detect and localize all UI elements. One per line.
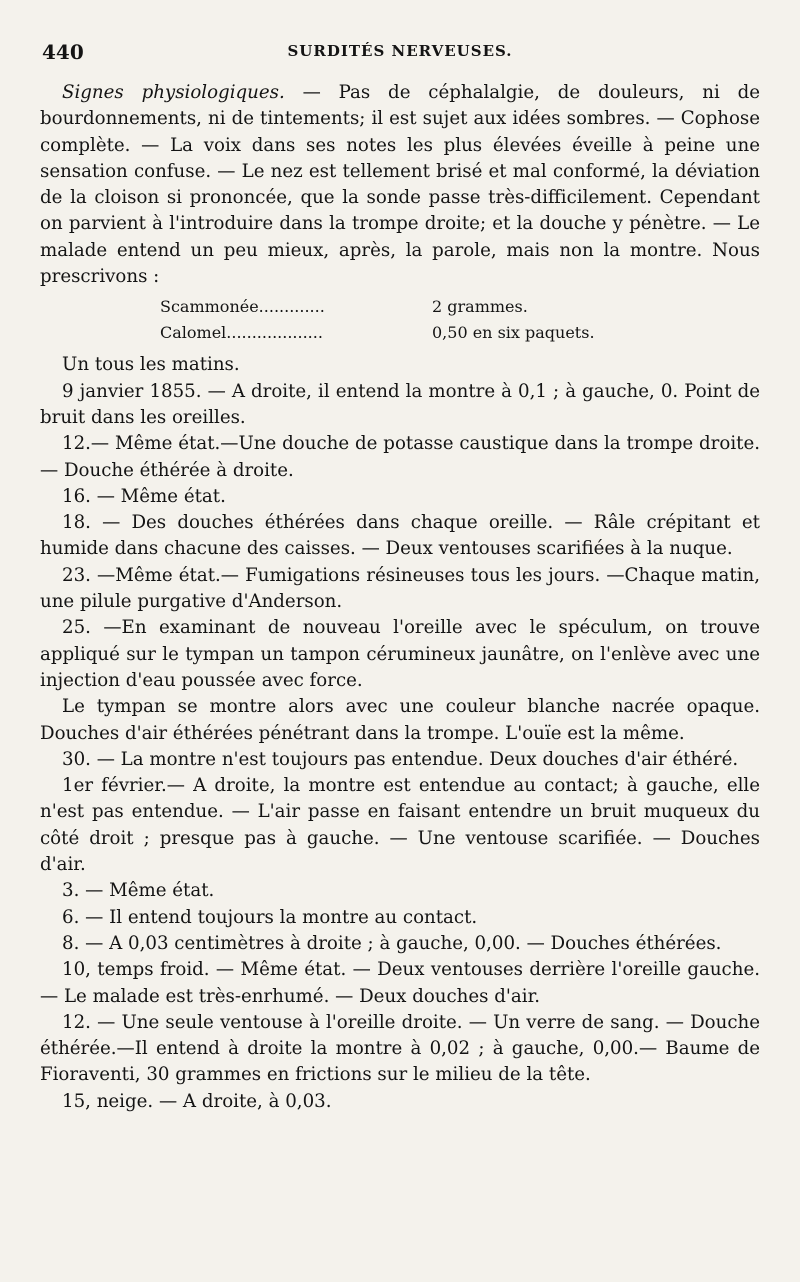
page-body	[40, 80, 760, 1115]
entry-paragraph: Le tympan se montre alors avec une couleur blanche nacrée opaque. Douches d'air éthérées pénétrant dans la trompe. L'ouïe est la même.	[40, 696, 760, 744]
entry-paragraph: 25. —En examinant de nouveau l'oreille avec le spéculum, on trouve appliqué sur le tympan un tampon cérumineux jaunâtre, on l'enlève avec une injection d'eau poussée avec force.	[40, 617, 760, 691]
intro-paragraph	[40, 80, 760, 290]
entry-paragraph: Un tous les matins.	[62, 354, 240, 376]
prescription-line	[160, 320, 760, 346]
entry-paragraph: 6. — Il entend toujours la montre au contact.	[62, 906, 478, 928]
entry-paragraph: 10, temps froid. — Même état. — Deux ventouses derrière l'oreille gauche. — Le malade est très-enrhumé. — Deux douches d'air.	[40, 959, 760, 1007]
entry-paragraph: 1er février.— A droite, la montre est entendue au contact; à gauche, elle n'est pas entendue. — L'air passe en faisant entendre un bruit muqueux du côté droit ; presque pas à gauche. — Une ventouse scarifiée. — Douches d'air.	[40, 775, 760, 876]
prescription-block	[160, 294, 760, 346]
entry-paragraph: 23. —Même état.— Fumigations résineuses tous les jours. —Chaque matin, une pilule purgative d'Anderson.	[40, 564, 760, 613]
entry-paragraph: 18. — Des douches éthérées dans chaque oreille. — Râle crépitant et humide dans chacune des caisses. — Deux ventouses scarifiées à la nuque.	[40, 512, 760, 560]
entry-paragraph: 30. — La montre n'est toujours pas entendue. Deux douches d'air éthéré.	[62, 748, 739, 770]
section-lead: Signes physiologiques.	[62, 82, 285, 103]
page-number: 440	[42, 40, 84, 64]
entry-paragraph: 15, neige. — A droite, à 0,03.	[62, 1090, 332, 1112]
prescription-dose: 2 grammes.	[432, 297, 528, 317]
entry-paragraph: 3. — Même état.	[62, 880, 215, 902]
intro-text: — Pas de céphalalgie, de douleurs, ni de bourdonnements, ni de tintements; il est sujet aux idées sombres. — Cophose complète. — La voix dans ses notes les plus élevées éveille à peine une sensation confuse. — Le nez est tellement brisé et mal conformé, la déviation de la cloison si prononcée, que la sonde passe très-difficilement. Cependant on parvient à l'introduire dans la trompe droite; et la douche y pénètre. — Le malade entend un peu mieux, après, la parole, mais non la montre. Nous prescrivons :	[40, 82, 761, 288]
prescription-line	[160, 294, 760, 320]
prescription-dose: 0,50 en six paquets.	[432, 323, 595, 343]
prescription-drug: Calomel...................	[160, 323, 323, 343]
entry-paragraph: 9 janvier 1855. — A droite, il entend la montre à 0,1 ; à gauche, 0. Point de bruit dans les oreilles.	[40, 380, 760, 428]
entry-paragraph: 8. — A 0,03 centimètres à droite ; à gauche, 0,00. — Douches éthérées.	[62, 932, 722, 954]
prescription-drug: Scammonée.............	[160, 297, 325, 317]
entry-paragraph: 12.— Même état.—Une douche de potasse caustique dans la trompe droite. — Douche éthérée à droite.	[40, 433, 760, 481]
running-title: SURDITÉS NERVEUSES.	[287, 42, 513, 60]
entry-paragraph: 16. — Même état.	[62, 485, 226, 507]
page-header	[40, 40, 760, 74]
entry-paragraph: 12. — Une seule ventouse à l'oreille droite. — Un verre de sang. — Douche éthérée.—Il entend à droite la montre à 0,02 ; à gauche, 0,00.— Baume de Fioraventi, 30 grammes en frictions sur le milieu de la tête.	[40, 1011, 760, 1086]
